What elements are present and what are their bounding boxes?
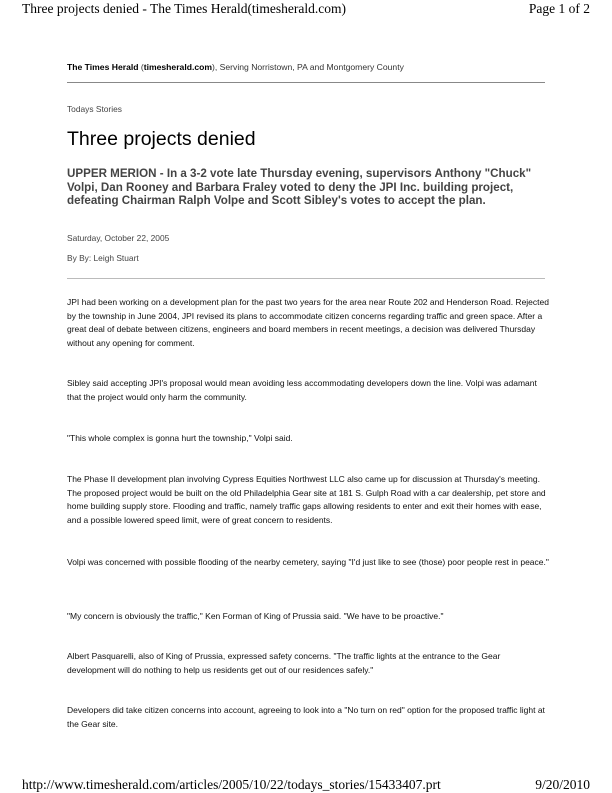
article-url: http://www.timesherald.com/articles/2005/10/22/todays_stories/15433407.prt (22, 777, 441, 792)
masthead-name: The Times Herald (67, 62, 139, 72)
article-paragraph: Developers did take citizen concerns into account, agreeing to look into a "No turn on red" option for the proposed traffic light at the Gear site. (67, 705, 545, 729)
section-label: Todays Stories (67, 104, 122, 114)
article-byline: By By: Leigh Stuart (67, 253, 139, 263)
masthead-open-paren: ( (138, 62, 144, 72)
print-header (22, 1, 590, 17)
article-paragraph: Volpi was concerned with possible flooding of the nearby cemetery, saying "I'd just like to see (those) poor people rest in peace." (67, 557, 549, 567)
print-footer (22, 777, 590, 793)
masthead-divider (67, 82, 545, 83)
article-date: Saturday, October 22, 2005 (67, 233, 170, 243)
print-date: 9/20/2010 (535, 777, 590, 792)
article-paragraph: Albert Pasquarelli, also of King of Prussia, expressed safety concerns. "The traffic lights at the entrance to the Gear development will do nothing to help us residents get out of our residences safely." (67, 651, 501, 675)
print-page-number: Page 1 of 2 (528, 1, 590, 16)
article-paragraph: "My concern is obviously the traffic," Ken Forman of King of Prussia said. "We have to be proactive." (67, 611, 444, 621)
print-header-title: Three projects denied - The Times Herald(timesherald.com) (22, 1, 347, 16)
article-paragraph: The Phase II development plan involving Cypress Equities Northwest LLC also came up for discussion at Thursday's meeting. The proposed project would be built on the old Philadelphia Gear site at 181 S. Gulph Road with a car dealership, pet store and home building supply store. Flooding and traffic, namely traffic gaps allowing residents to enter and exit their homes with ease, and a possible lowered speed limit, were of great concern to residents. (67, 474, 546, 526)
article-lede: UPPER MERION - In a 3-2 vote late Thursday evening, supervisors Anthony "Chuck" Volpi, Dan Rooney and Barbara Fraley voted to deny the JPI Inc. building project, defeating Chairman Ralph Volpe and Scott Sibley's votes to accept the plan. (67, 167, 532, 207)
article-paragraph: Sibley said accepting JPI's proposal would mean avoiding less accommodating developers down the line. Volpi was adamant that the project would only harm the community. (67, 378, 537, 402)
article-paragraph: "This whole complex is gonna hurt the township," Volpi said. (67, 433, 293, 443)
masthead (67, 62, 545, 72)
article-paragraph: JPI had been working on a development plan for the past two years for the area near Route 202 and Henderson Road. Rejected by the township in June 2004, JPI revised its plans to accommodate citizen concerns regarding traffic and green space. After a great deal of debate between citizens, engineers and board members in recent meetings, a decision was delivered Thursday without any opening for comment. (67, 297, 549, 349)
byline-divider (67, 278, 545, 279)
masthead-tagline: ), Serving Norristown, PA and Montgomery County (212, 62, 404, 72)
article-headline: Three projects denied (67, 128, 256, 150)
masthead-domain: timesherald.com (143, 62, 213, 72)
